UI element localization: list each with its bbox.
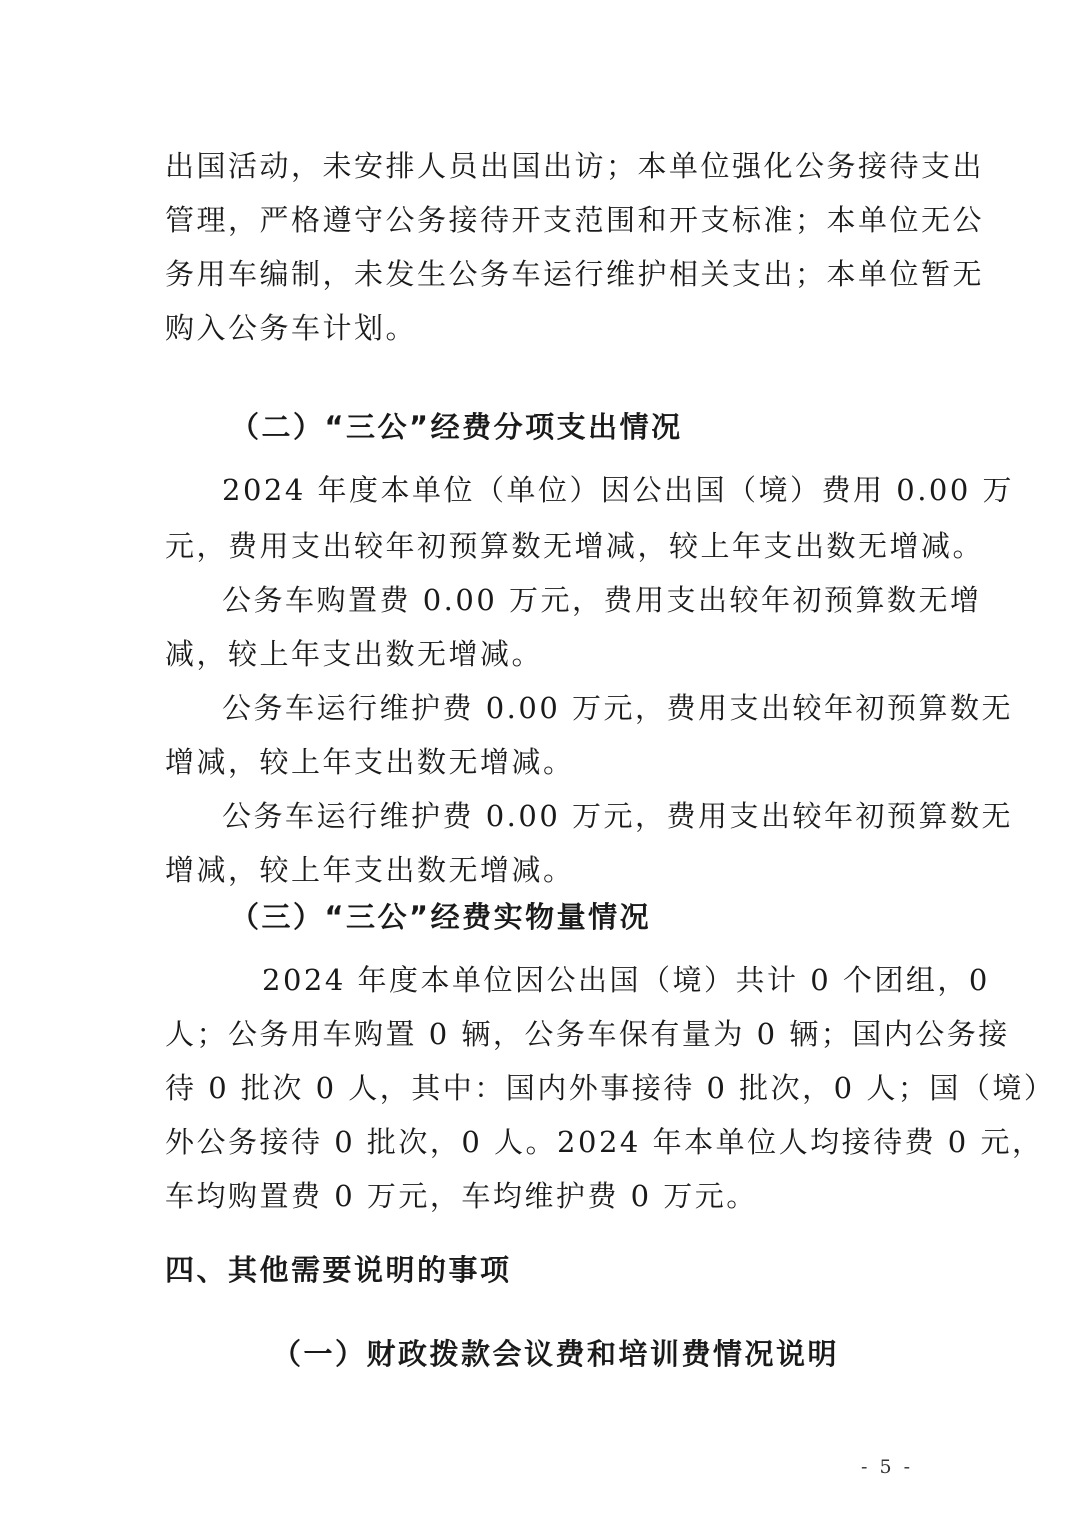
- text-line: 出国活动，未安排人员出国出访；本单位强化公务接待支出: [165, 149, 985, 183]
- text-line: 公务车运行维护费 0.00 万元，费用支出较年初预算数无: [222, 691, 1014, 725]
- text-line: 车均购置费 0 万元，车均维护费 0 万元。: [165, 1179, 758, 1213]
- text-line: 公务车购置费 0.00 万元，费用支出较年初预算数无增: [222, 583, 982, 617]
- text-line: 减，较上年支出数无增减。: [165, 637, 544, 671]
- text-line: 2024 年度本单位因公出国（境）共计 0 个团组，0: [262, 963, 990, 997]
- text-line: 外公务接待 0 批次，0 人。2024 年本单位人均接待费 0 元，: [165, 1125, 1044, 1159]
- text-line: 务用车编制，未发生公务车运行维护相关支出；本单位暂无: [165, 257, 985, 291]
- text-line: 元，费用支出较年初预算数无增减，较上年支出数无增减。: [165, 529, 985, 563]
- text-line: 2024 年度本单位（单位）因公出国（境）费用 0.00 万: [222, 473, 1015, 507]
- text-line: 管理，严格遵守公务接待开支范围和开支标准；本单位无公: [165, 203, 985, 237]
- heading-meeting-training-fees: （一）财政拨款会议费和培训费情况说明: [272, 1337, 840, 1371]
- heading-physical-quantity: （三）“三公”经费实物量情况: [230, 900, 652, 934]
- text-line: 增减，较上年支出数无增减。: [165, 745, 575, 779]
- text-line: 人；公务用车购置 0 辆，公务车保有量为 0 辆；国内公务接: [165, 1017, 1010, 1051]
- section-title-other-matters: 四、其他需要说明的事项: [165, 1253, 512, 1287]
- text-line: 公务车运行维护费 0.00 万元，费用支出较年初预算数无: [222, 799, 1014, 833]
- text-line: 待 0 批次 0 人，其中：国内外事接待 0 批次，0 人；国（境）: [165, 1071, 1056, 1105]
- heading-itemized-expenditure: （二）“三公”经费分项支出情况: [230, 410, 683, 444]
- text-line: 增减，较上年支出数无增减。: [165, 853, 575, 887]
- page-number: - 5 -: [860, 1456, 913, 1478]
- text-line: 购入公务车计划。: [165, 311, 418, 345]
